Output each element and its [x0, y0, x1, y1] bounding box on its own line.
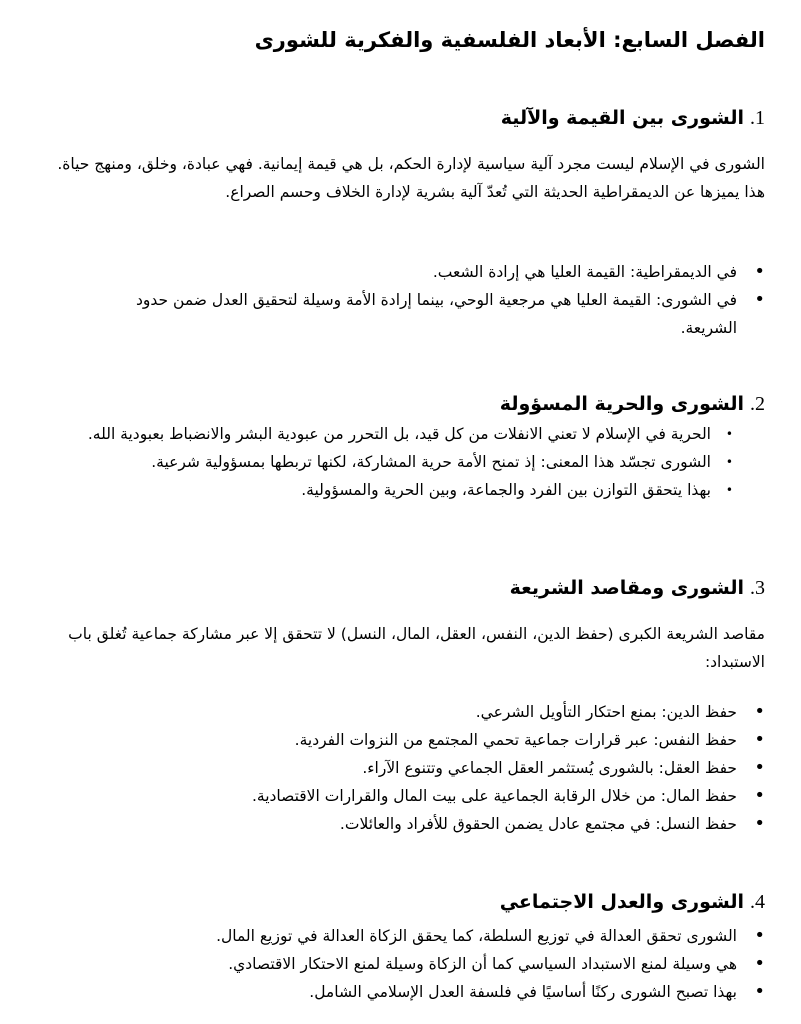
list-item: • حفظ العقل: بالشورى يُستثمر العقل الجماعي وتتنوع الآراء. — [125, 754, 765, 782]
section-number: 4. — [750, 891, 765, 913]
list-item: • في الديمقراطية: القيمة العليا هي إرادة الشعب. — [125, 258, 765, 286]
section-1-intro-paragraph: الشورى في الإسلام ليست مجرد آلية سياسية لإدارة الحكم، بل هي قيمة إيمانية. فهي عبادة، وخلق، ومنهج حياة. هذا يميزها عن الديمقراطية الحديثة التي تُعدّ آلية بشرية لإدارة الخلاف وحسم الصراع. — [57, 155, 765, 201]
list-item: • حفظ النسل: في مجتمع عادل يضمن الحقوق للأفراد والعائلات. — [125, 810, 765, 838]
list-item: • في الشورى: القيمة العليا هي مرجعية الوحي، بينما إرادة الأمة وسيلة لتحقيق العدل ضمن حدود الشريعة. — [125, 286, 765, 342]
list-item: • الحرية في الإسلام لا تعني الانفلات من كل قيد، بل التحرر من عبودية البشر والانضباط بعبودية الله. — [33, 420, 733, 448]
section-heading-3 — [35, 572, 765, 604]
list-item: • الشورى تجسّد هذا المعنى: إذ تمنح الأمة حرية المشاركة، لكنها تربطها بمسؤولية شرعية. — [33, 448, 733, 476]
section-2-bullet-list — [33, 420, 733, 504]
section-title: الشورى والعدل الاجتماعي — [499, 891, 744, 913]
section-1-bullet-list — [125, 258, 765, 342]
list-item: • حفظ الدين: بمنع احتكار التأويل الشرعي. — [125, 698, 765, 726]
section-heading-1 — [35, 102, 765, 134]
section-3-bullet-list — [125, 698, 765, 838]
list-item: • بهذا تصبح الشورى ركنًا أساسيًا في فلسفة العدل الإسلامي الشامل. — [125, 978, 765, 1006]
section-number: 3. — [750, 577, 765, 599]
list-item: • حفظ النفس: عبر قرارات جماعية تحمي المجتمع من النزوات الفردية. — [125, 726, 765, 754]
section-4-bullet-list — [125, 922, 765, 1006]
chapter-title: الفصل السابع: الأبعاد الفلسفية والفكرية للشورى — [254, 28, 765, 52]
section-number: 1. — [750, 107, 765, 129]
list-item: • هي وسيلة لمنع الاستبداد السياسي كما أن الزكاة وسيلة لمنع الاحتكار الاقتصادي. — [125, 950, 765, 978]
section-3-intro-paragraph: مقاصد الشريعة الكبرى (حفظ الدين، النفس، العقل، المال، النسل) لا تتحقق إلا عبر مشاركة جماعية تُغلق باب الاستبداد: — [68, 625, 765, 671]
section-title: الشورى ومقاصد الشريعة — [509, 577, 744, 599]
list-item: • الشورى تحقق العدالة في توزيع السلطة، كما يحقق الزكاة العدالة في توزيع المال. — [125, 922, 765, 950]
section-heading-4 — [35, 886, 765, 918]
list-item: • حفظ المال: من خلال الرقابة الجماعية على بيت المال والقرارات الاقتصادية. — [125, 782, 765, 810]
section-title: الشورى والحرية المسؤولة — [499, 393, 744, 415]
list-item: • بهذا يتحقق التوازن بين الفرد والجماعة، وبين الحرية والمسؤولية. — [33, 476, 733, 504]
section-heading-2 — [35, 388, 765, 420]
section-number: 2. — [750, 393, 765, 415]
section-title: الشورى بين القيمة والآلية — [500, 107, 744, 129]
